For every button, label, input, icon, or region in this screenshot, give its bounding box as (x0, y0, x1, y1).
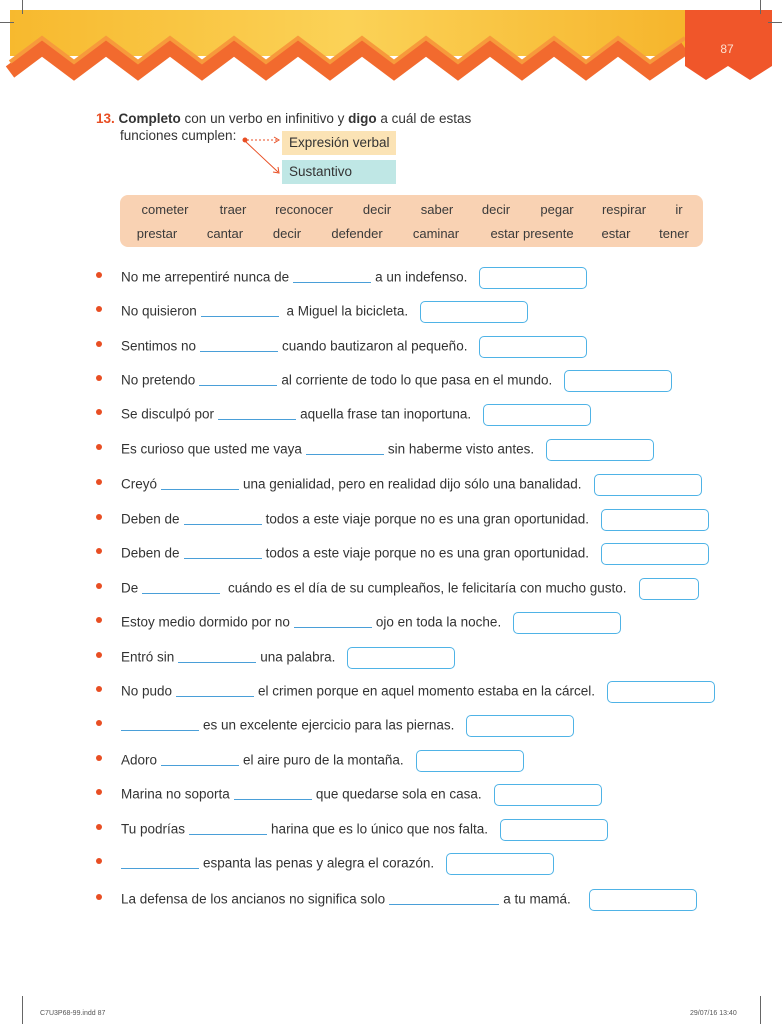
blank-line[interactable] (389, 903, 499, 905)
sentence-item (96, 505, 716, 531)
sentence-item (96, 435, 716, 461)
word-bank-row-2 (120, 226, 703, 246)
sentence-item (96, 711, 716, 737)
sentence-after: el aire puro de la montaña. (243, 752, 404, 768)
sentence-item (96, 263, 716, 289)
sentence-item (96, 400, 716, 426)
word-bank-word: cantar (206, 226, 244, 241)
function-answer-box[interactable] (564, 370, 672, 392)
function-sustantivo: Sustantivo (282, 160, 396, 184)
exercise-number: 13. (96, 111, 115, 126)
footer-file-slug: C7U3P68-99.indd 87 (40, 1010, 106, 1017)
sentence-text (121, 784, 602, 806)
sentence-before: Marina no soporta (121, 786, 230, 802)
bullet-icon (96, 341, 102, 347)
word-bank-word: respirar (601, 202, 647, 217)
sentence-before: Creyó (121, 476, 158, 492)
function-answer-box[interactable] (589, 889, 697, 911)
bullet-icon (96, 375, 102, 381)
bullet-icon (96, 858, 102, 864)
sentence-after: una palabra. (260, 649, 336, 665)
bullet-icon (96, 720, 102, 726)
bullet-icon (96, 617, 102, 623)
sentence-text (121, 336, 587, 358)
sentence-before: No me arrepentiré nunca de (121, 269, 290, 285)
sentence-item (96, 885, 716, 911)
word-bank-word: decir (362, 202, 392, 217)
function-answer-box[interactable] (601, 509, 709, 531)
sentence-text (121, 267, 587, 289)
sentence-before: No pudo (121, 683, 173, 699)
sentence-before: Entró sin (121, 649, 175, 665)
sentence-after: harina que es lo único que nos falta. (271, 821, 488, 837)
bullet-icon (96, 789, 102, 795)
bullet-icon (96, 583, 102, 589)
sentence-after: el crimen porque en aquel momento estaba en la cárcel. (258, 683, 595, 699)
sentence-after: una genialidad, pero en realidad dijo sólo una banalidad. (243, 476, 582, 492)
blank-line[interactable] (121, 867, 199, 869)
sentence-before: Estoy medio dormido por no (121, 614, 290, 630)
sentence-text (121, 474, 702, 496)
sentence-text (121, 612, 621, 634)
word-bank-word: caminar (412, 226, 460, 241)
blank-line[interactable] (142, 592, 220, 594)
bullet-icon (96, 652, 102, 658)
instruction-line-2: funciones cumplen: (120, 128, 237, 143)
function-answer-box[interactable] (479, 267, 587, 289)
function-answer-box[interactable] (420, 301, 528, 323)
word-bank-word: estar presente (490, 226, 574, 241)
function-arrows (240, 134, 284, 178)
instruction-bold-2: digo (348, 111, 377, 126)
sentence-before: Deben de (121, 511, 180, 527)
sentence-before: Tu podrías (121, 821, 186, 837)
sentence-before: Es curioso que usted me vaya (121, 441, 302, 457)
instruction-text-2: a cuál de estas (376, 111, 472, 126)
sentence-text (121, 819, 608, 841)
word-bank-word: estar (601, 226, 631, 241)
sentence-text (121, 647, 455, 669)
word-bank-word: saber (420, 202, 454, 217)
sentence-item (96, 746, 716, 772)
sentence-after: ojo en toda la noche. (375, 614, 502, 630)
sentence-before: De (121, 580, 139, 596)
blank-line[interactable] (161, 488, 239, 490)
bullet-icon (96, 272, 102, 278)
sentence-text (121, 404, 591, 426)
function-answer-box[interactable] (466, 715, 574, 737)
crop-mark (760, 996, 761, 1024)
blank-line[interactable] (199, 384, 277, 386)
exercise-instruction (96, 110, 471, 128)
function-answer-box[interactable] (416, 750, 524, 772)
page-number: 87 (720, 42, 734, 56)
sentence-before: Deben de (121, 545, 180, 561)
crop-mark (768, 22, 782, 23)
word-bank-word: prestar (136, 226, 178, 241)
function-answer-box[interactable] (479, 336, 587, 358)
sentence-item (96, 780, 716, 806)
sentence-text (121, 439, 654, 461)
bullet-icon (96, 894, 102, 900)
word-bank-word: tener (659, 226, 689, 241)
word-bank-word: pegar (540, 202, 574, 217)
function-answer-box[interactable] (500, 819, 608, 841)
crop-mark (0, 22, 14, 23)
word-bank-word: ir (675, 202, 683, 217)
sentence-item (96, 470, 716, 496)
sentence-item (96, 574, 716, 600)
function-answer-box[interactable] (347, 647, 455, 669)
sentence-before: Adoro (121, 752, 158, 768)
function-answer-box[interactable] (446, 853, 554, 875)
sentence-before: Se disculpó por (121, 406, 215, 422)
bullet-icon (96, 686, 102, 692)
blank-line[interactable] (218, 418, 296, 420)
sentence-item (96, 366, 716, 392)
blank-line[interactable] (201, 315, 279, 317)
blank-line[interactable] (306, 453, 384, 455)
sentence-item (96, 539, 716, 565)
sentence-text (121, 889, 697, 911)
sentence-before: La defensa de los ancianos no significa solo (121, 891, 386, 907)
word-bank-word: decir (272, 226, 302, 241)
word-bank-word: traer (219, 202, 247, 217)
sentence-text (121, 301, 528, 323)
sentence-item (96, 608, 716, 634)
blank-line[interactable] (184, 557, 262, 559)
crop-mark (760, 0, 761, 14)
blank-line[interactable] (189, 833, 267, 835)
sentence-text (121, 543, 709, 565)
sentence-after: a Miguel la bicicleta. (282, 303, 409, 319)
blank-line[interactable] (178, 661, 256, 663)
bullet-icon (96, 548, 102, 554)
bullet-icon (96, 824, 102, 830)
word-bank-word: decir (481, 202, 511, 217)
header-banner (0, 0, 782, 90)
blank-line[interactable] (293, 281, 371, 283)
function-answer-box[interactable] (594, 474, 702, 496)
sentence-after: todos a este viaje porque no es una gran oportunidad. (265, 511, 590, 527)
blank-line[interactable] (234, 798, 312, 800)
sentence-text (121, 853, 554, 875)
word-bank-word: reconocer (275, 202, 333, 217)
sentence-after: que quedarse sola en casa. (315, 786, 482, 802)
sentence-after: cuando bautizaron al pequeño. (282, 338, 468, 354)
instruction-bold-1: Completo (118, 111, 181, 126)
function-answer-box[interactable] (601, 543, 709, 565)
function-answer-box[interactable] (483, 404, 591, 426)
sentence-after: a un indefenso. (375, 269, 468, 285)
sentence-after: sin haberme visto antes. (387, 441, 535, 457)
crop-mark (22, 0, 23, 14)
sentence-text (121, 715, 574, 737)
sentence-text (121, 578, 699, 600)
sentence-before: No quisieron (121, 303, 197, 319)
function-answer-box[interactable] (607, 681, 715, 703)
blank-line[interactable] (121, 729, 199, 731)
word-bank-word: cometer (141, 202, 189, 217)
sentence-before: No pretendo (121, 372, 196, 388)
bullet-icon (96, 514, 102, 520)
sentence-item (96, 643, 716, 669)
sentence-after: aquella frase tan inoportuna. (300, 406, 472, 422)
function-answer-box[interactable] (639, 578, 699, 600)
sentence-after: espanta las penas y alegra el corazón. (203, 855, 435, 871)
sentence-text (121, 681, 715, 703)
blank-line[interactable] (294, 626, 372, 628)
blank-line[interactable] (176, 695, 254, 697)
sentence-after: es un excelente ejercicio para las piernas. (203, 717, 455, 733)
sentence-item (96, 815, 716, 841)
word-bank-word: defender (331, 226, 383, 241)
sentence-item (96, 849, 716, 875)
instruction-text-1: con un verbo en infinitivo y (180, 111, 349, 126)
sentence-after: a tu mamá. (503, 891, 571, 907)
sentence-text (121, 750, 524, 772)
bullet-icon (96, 479, 102, 485)
footer-date-slug: 29/07/16 13:40 (690, 1010, 737, 1017)
blank-line[interactable] (200, 350, 278, 352)
function-answer-box[interactable] (546, 439, 654, 461)
word-bank-row-1 (120, 202, 703, 222)
bullet-icon (96, 306, 102, 312)
function-answer-box[interactable] (494, 784, 602, 806)
bullet-icon (96, 444, 102, 450)
function-expresion-verbal: Expresión verbal (282, 131, 396, 155)
word-bank (120, 195, 703, 247)
bullet-icon (96, 755, 102, 761)
sentence-before: Sentimos no (121, 338, 197, 354)
sentence-after: todos a este viaje porque no es una gran oportunidad. (265, 545, 590, 561)
crop-mark (22, 996, 23, 1024)
sentence-text (121, 509, 709, 531)
bullet-icon (96, 409, 102, 415)
blank-line[interactable] (161, 764, 239, 766)
sentence-item (96, 297, 716, 323)
sentence-after: al corriente de todo lo que pasa en el mundo. (281, 372, 553, 388)
blank-line[interactable] (184, 523, 262, 525)
sentence-item (96, 332, 716, 358)
sentence-text (121, 370, 672, 392)
function-answer-box[interactable] (513, 612, 621, 634)
sentence-item (96, 677, 716, 703)
sentence-after: cuándo es el día de su cumpleaños, le felicitaría con mucho gusto. (224, 580, 627, 596)
